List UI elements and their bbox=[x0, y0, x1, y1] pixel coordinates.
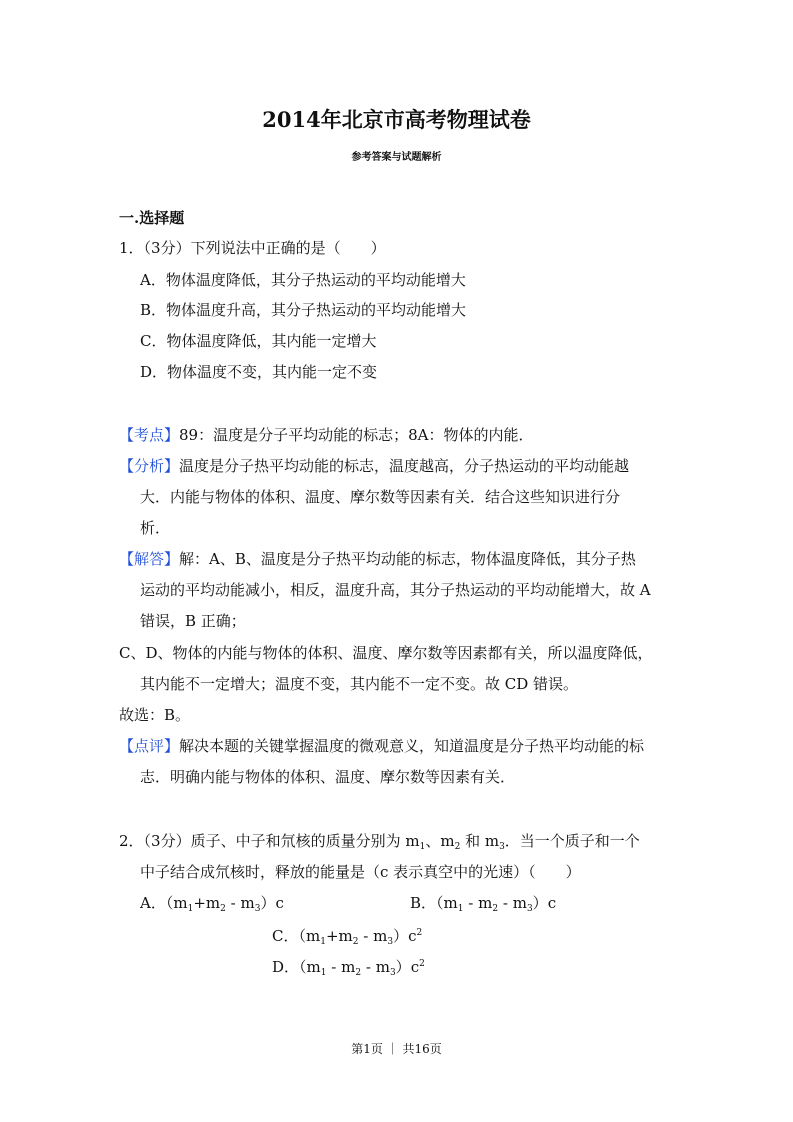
q1-option-d: D．物体温度不变，其内能一定不变 bbox=[140, 363, 378, 381]
q1-kaodian bbox=[119, 425, 533, 445]
jieda-line: C、D、物体的内能与物体的体积、温度、摩尔数等因素都有关，所以温度降低， bbox=[119, 644, 653, 662]
q1-option-b: B．物体温度升高，其分子热运动的平均动能增大 bbox=[140, 301, 467, 319]
dianping-line: 志．明确内能与物体的体积、温度、摩尔数等因素有关． bbox=[140, 768, 516, 786]
jieda-line: 其内能不一定增大；温度不变，其内能不一定不变。故 CD 错误。 bbox=[140, 675, 579, 693]
q2-stem: 2．（3分）质子、中子和氘核的质量分别为 $m_1$、$m_2$ 和 $m_3$．当一个质子和一个 bbox=[119, 832, 640, 852]
q2-option-d: D．$(m_1 - m_2 - m_3)c^2$ bbox=[272, 958, 425, 978]
q2-option-c: C．$(m_1+m_2 - m_3)c^2$ bbox=[272, 927, 423, 947]
section-heading: 一.选择题 bbox=[119, 209, 185, 227]
q1-option-a: A．物体温度降低，其分子热运动的平均动能增大 bbox=[140, 271, 466, 289]
q2-option-b: B．$(m_1 - m_2 - m_3)c$ bbox=[410, 894, 557, 914]
jieda-line: 错误，B 正确； bbox=[140, 612, 246, 630]
dianping-tag: 【点评】 bbox=[119, 737, 180, 755]
jieda-tag: 【解答】 bbox=[119, 550, 180, 568]
page-subtitle: 参考答案与试题解析 bbox=[351, 152, 442, 163]
q1-jieda bbox=[119, 549, 636, 569]
fenxi-line: 大．内能与物体的体积、温度、摩尔数等因素有关．结合这些知识进行分 bbox=[140, 488, 621, 506]
dianping-line: 解决本题的关键掌握温度的微观意义，知道温度是分子热平均动能的标 bbox=[179, 737, 645, 755]
q1-dianping bbox=[119, 736, 644, 756]
jieda-answer: 故选：B。 bbox=[119, 706, 191, 724]
jieda-line: 运动的平均动能减小，相反，温度升高，其分子热运动的平均动能增大，故 A bbox=[140, 581, 651, 599]
q1-option-c: C．物体温度降低，其内能一定增大 bbox=[140, 332, 377, 350]
fenxi-line: 温度是分子热平均动能的标志，温度越高，分子热运动的平均动能越 bbox=[179, 457, 630, 475]
q2-stem-line2: 中子结合成氘核时，释放的能量是（c 表示真空中的光速）（ ） bbox=[140, 863, 581, 881]
page-title: 2014年北京市高考物理试卷 bbox=[262, 107, 531, 132]
kaodian-tag: 【考点】 bbox=[119, 426, 180, 444]
jieda-line: 解：A、B、温度是分子热平均动能的标志，物体温度降低，其分子热 bbox=[179, 550, 636, 568]
page-footer: 第1页 ｜ 共16页 bbox=[351, 1042, 442, 1056]
fenxi-line: 析． bbox=[140, 519, 171, 537]
q1-stem: 1．（3分）下列说法中正确的是（ ） bbox=[119, 239, 386, 257]
q2-option-a: A．$(m_1+m_2 - m_3)c$ bbox=[140, 894, 284, 914]
kaodian-text: 89：温度是分子平均动能的标志；8A：物体的内能． bbox=[179, 426, 534, 444]
q1-fenxi bbox=[119, 456, 629, 476]
fenxi-tag: 【分析】 bbox=[119, 457, 180, 475]
